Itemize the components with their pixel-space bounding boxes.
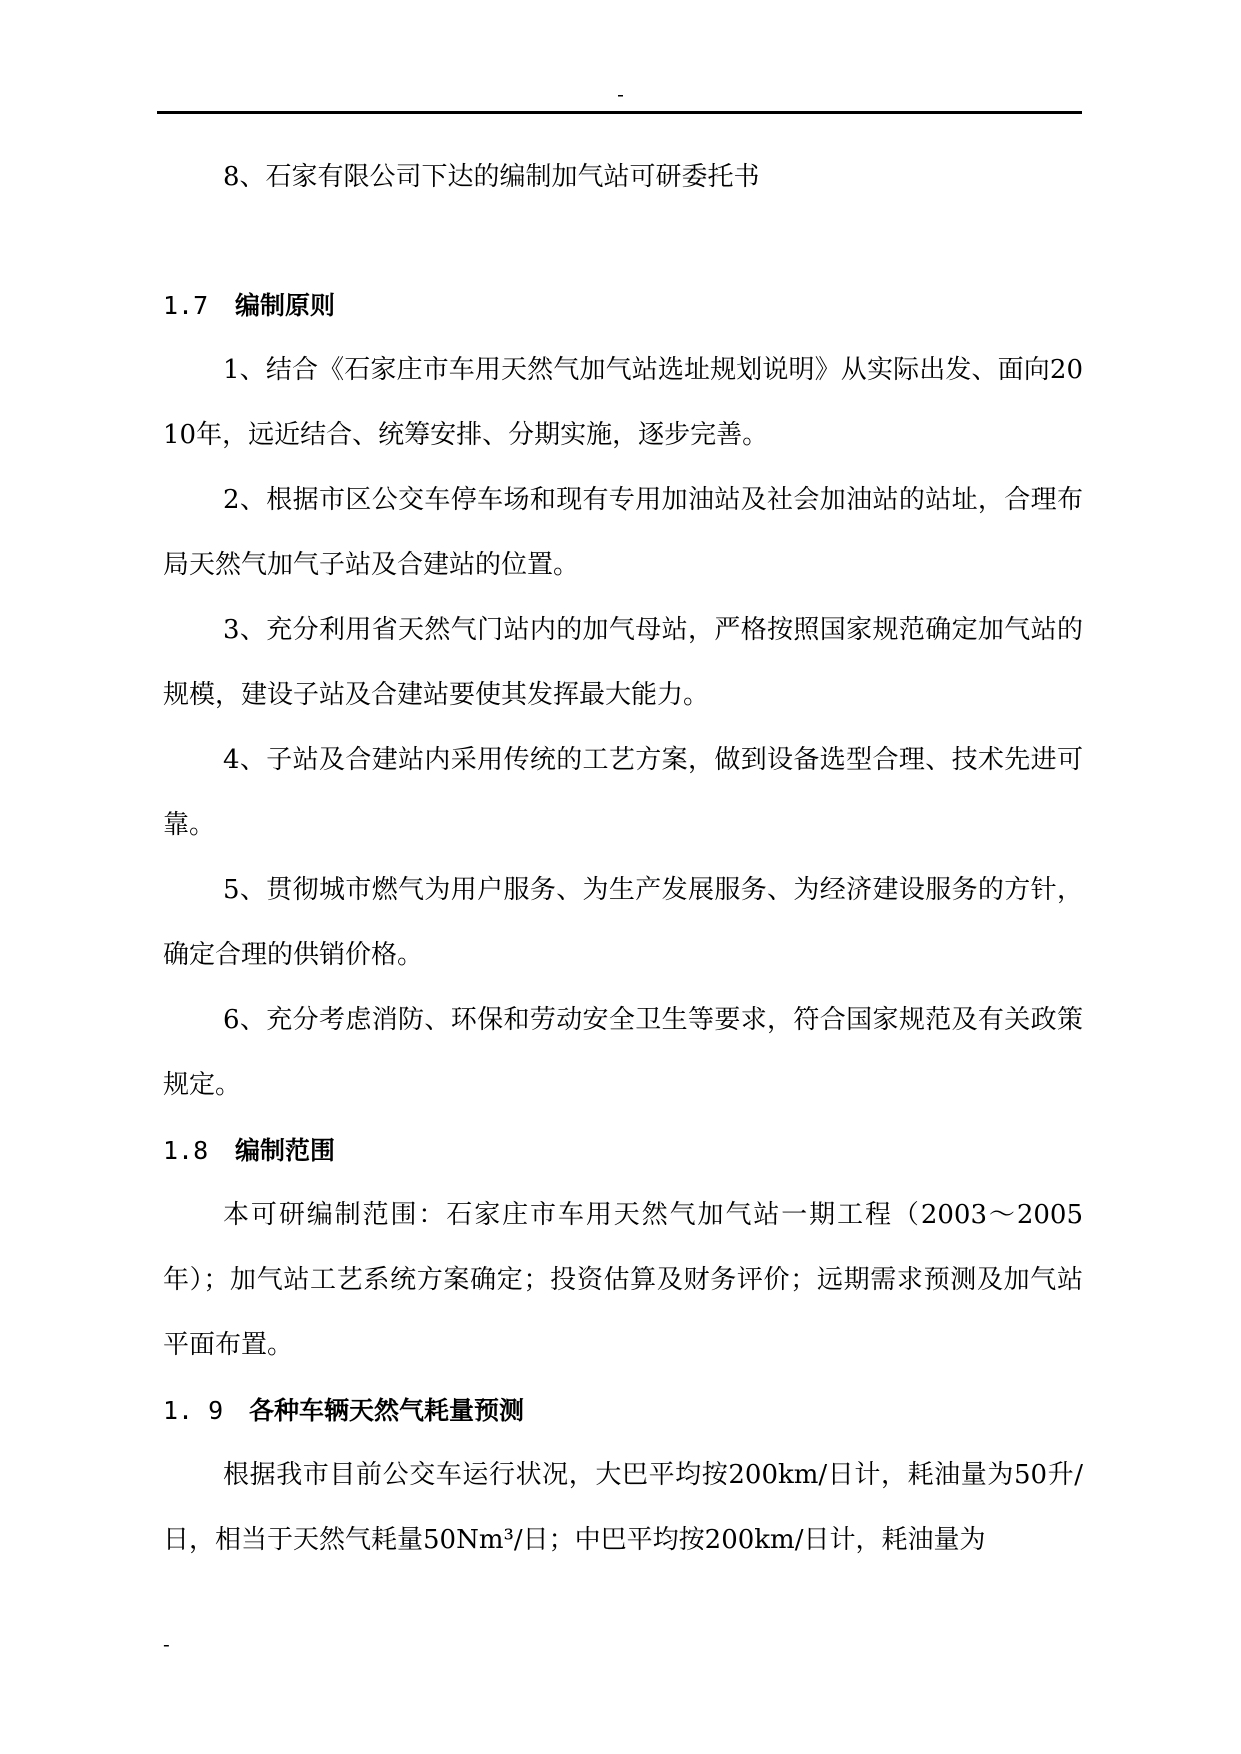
header-mark: - — [617, 82, 624, 106]
section-1-9 — [163, 1378, 1083, 1573]
forecast-paragraph: 根据我市目前公交车运行状况，大巴平均按200km/日计，耗油量为50升/日，相当于天然气耗量50Nm³/日；中巴平均按200km/日计，耗油量为 — [163, 1460, 1083, 1555]
principle-paragraph: 1、结合《石家庄市车用天然气加气站选址规划说明》从实际出发、面向2010年，远近结合、统筹安排、分期实施，逐步完善。 — [163, 355, 1083, 450]
intro-list-item: 8、石家有限公司下达的编制加气站可研委托书 — [223, 162, 760, 192]
principle-paragraph: 2、根据市区公交车停车场和现有专用加油站及社会加油站的站址，合理布局天然气加气子站及合建站的位置。 — [163, 485, 1083, 580]
spacer — [163, 210, 1083, 273]
principle-paragraph: 4、子站及合建站内采用传统的工艺方案，做到设备选型合理、技术先进可靠。 — [163, 745, 1083, 840]
footer-mark: - — [163, 1632, 170, 1656]
section-heading — [163, 273, 1083, 338]
section-number: 1. 9 — [163, 1396, 224, 1425]
section-title: 编制范围 — [235, 1136, 336, 1165]
section-1-7 — [163, 273, 1083, 1118]
section-1-8 — [163, 1118, 1083, 1378]
section-title: 编制原则 — [235, 291, 336, 320]
scope-paragraph: 本可研编制范围：石家庄市车用天然气加气站一期工程（2003～2005年）；加气站工艺系统方案确定；投资估算及财务评价；远期需求预测及加气站平面布置。 — [163, 1200, 1083, 1360]
section-number: 1.8 — [163, 1136, 209, 1165]
principle-paragraph: 3、充分利用省天然气门站内的加气母站，严格按照国家规范确定加气站的规模，建设子站及合建站要使其发挥最大能力。 — [163, 615, 1083, 710]
principle-paragraph: 6、充分考虑消防、环保和劳动安全卫生等要求，符合国家规范及有关政策规定。 — [163, 1005, 1083, 1100]
header-rule — [157, 111, 1082, 114]
section-heading — [163, 1378, 1083, 1443]
section-number: 1.7 — [163, 291, 209, 320]
section-heading — [163, 1118, 1083, 1183]
document-body — [163, 145, 1083, 1573]
principle-paragraph: 5、贯彻城市燃气为用户服务、为生产发展服务、为经济建设服务的方针，确定合理的供销价格。 — [163, 875, 1083, 970]
section-title: 各种车辆天然气耗量预测 — [249, 1396, 525, 1425]
